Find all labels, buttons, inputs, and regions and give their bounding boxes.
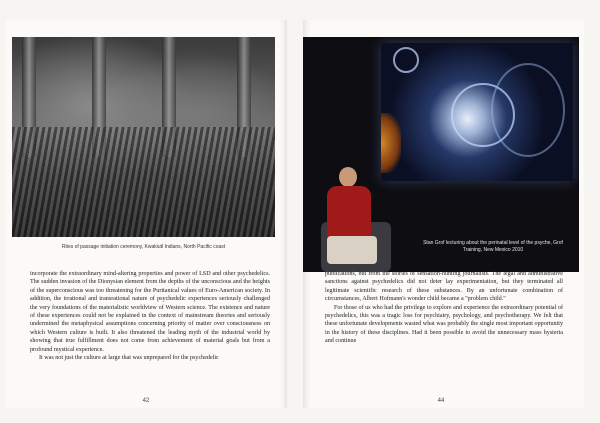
paragraph: For those of us who had the privilege to explore and experience the extraordinary potential of psychedelics, this was a tragic loss for psychiatry, psychology, and psychotherapy. We felt that these unfortunate developments wasted what was probably the single most important opportunity in the history of these disciplines. Had it been possible to avoid the unnecessary mass hysteria and continue — [325, 304, 563, 345]
ceremony-photo — [12, 37, 275, 237]
body-text — [325, 270, 563, 346]
paragraph: publications, but from the stories of sensation-hunting journalists. The legal and administrative sanctions against psychedelics did not deter lay experimentation, but they terminated all legitimate scientific research of these substances. By an unfortunate combination of circumstances, Albert Hofmann's wonder child became a "problem child." — [325, 271, 563, 303]
projection-screen — [381, 43, 573, 181]
left-page — [6, 20, 287, 408]
paragraph: incorporate the extraordinary mind-altering properties and power of LSD and other psychedelics. The sudden invasion of the Dionysian element from the depths of the unconscious and the heights of the superconscious was too threatening for the Puritanical values of Euro-American society. In addition, the irrational and transrational nature of psychedelic experiences seriously challenged the very foundations of the materialistic worldview of Western science. The existence and nature of these experiences could not be explained in the context of mainstream theories and seriously undermined the metaphysical assumptions concerning priority of matter over consciousness on which Western culture is built. It also threatened the leading myth of the industrial world by showing that true fulfillment does not come from achievement of material goals but from a profound mystical experience. — [30, 271, 270, 353]
photo-caption: Stan Grof lecturing about the perinatal level of the psyche, Grof Training, New Mexico 2010 — [423, 240, 563, 253]
right-page — [303, 20, 584, 408]
page-number: 44 — [437, 398, 445, 404]
body-text — [30, 270, 270, 362]
page-number: 42 — [142, 398, 150, 404]
lecture-photo — [303, 37, 579, 272]
paragraph: It was not just the culture at large that was unprepared for the psychedelic — [39, 355, 219, 362]
photo-caption: Rites of passage initiation ceremony, Kwakiutl Indians, North Pacific coast — [61, 244, 226, 250]
speaker — [317, 162, 377, 272]
